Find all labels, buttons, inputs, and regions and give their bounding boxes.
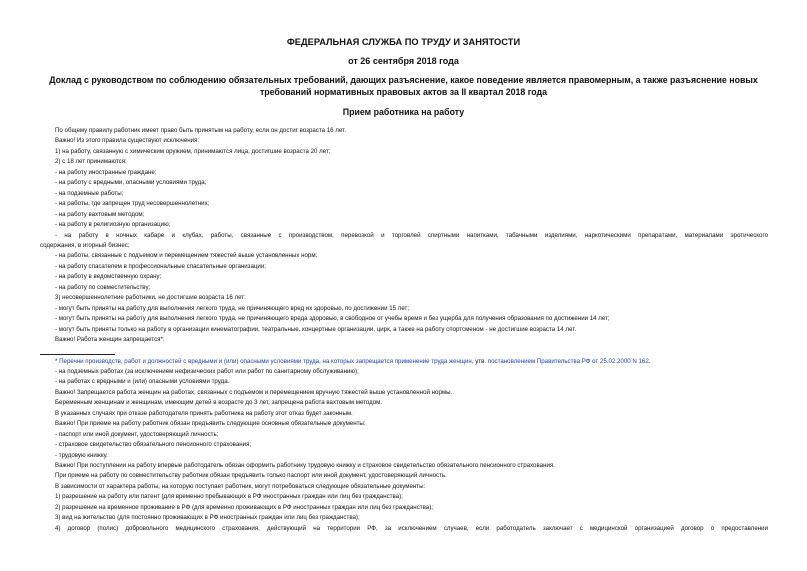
paragraph: Важно! При приеме на работу работник обязан предъявить следующие основные обязательные документы: (55, 420, 366, 428)
document-body (40, 126, 768, 534)
paragraph: При приеме на работу по совместительству работник обязан предъявить только паспорт или иной документ, удостоверяющий личность. (55, 472, 447, 480)
paragraph: По общему правилу работник имеет право быть принятым на работу, если он достиг возраста 16 лет. (55, 127, 346, 134)
footnote-link-resolution[interactable]: постановлением Правительства РФ от 25.02.2000 N 162 (487, 357, 649, 365)
list-item: - трудовую книжку. (55, 451, 108, 459)
list-item: - на подземных работах (за исключением нефизических работ или работ по санитарному обслуживанию); (55, 367, 359, 375)
list-item: - на работу с вредными, опасными условиями труда; (55, 179, 207, 187)
paragraph: 1) на работу, связанную с химическим оружием, принимаются лица, достигшие возраста 20 лет; (55, 147, 331, 155)
agency-heading: ФЕДЕРАЛЬНАЯ СЛУЖБА ПО ТРУДУ И ЗАНЯТОСТИ (286, 37, 521, 47)
list-item: 1) разрешение на работу или патент (для временно пребывающих в РФ иностранных граждан или лиц без гражданства); (55, 493, 403, 501)
list-item: - на работу в религиозную организацию; (55, 221, 171, 229)
document-title (40, 74, 767, 98)
document-title-line-1: Доклад с руководством по соблюдению обязательных требований, дающих разъяснение, какое поведение является правомерным, а также разъяснение новых (49, 75, 758, 85)
list-item: - паспорт или иной документ, удостоверяющий личность; (55, 430, 219, 438)
footnote-suffix: . (648, 357, 651, 365)
list-item: - на работы, где запрещен труд несовершеннолетних; (55, 200, 210, 208)
footnote-marker: * (55, 357, 60, 365)
paragraph: 2) с 18 лет принимаются: (55, 158, 127, 166)
document-date: от 26 сентября 2018 года (348, 56, 459, 66)
paragraph: Важно! При поступлении на работу впервые работодатель обязан оформить работнику трудовую книжку и страховое свидетельство обязательного пенсионного страхования. (55, 462, 555, 470)
paragraph: В зависимости от характера работы, на которую поступает работник, могут потребоваться следующие обязательные документы: (55, 482, 426, 490)
paragraph: Важно! Запрещается работа женщин на работах, связанных с подъемом и перемещением вручную тяжестей выше установленной нормы. (55, 388, 453, 396)
footnote (40, 357, 768, 367)
list-item: - на подземные работы; (55, 189, 124, 197)
list-item: 2) разрешение на временное проживание в РФ (для временно проживающих в РФ иностранных граждан или лиц без гражданства); (55, 503, 433, 511)
list-item: - на работу вахтовым методом; (55, 210, 145, 218)
list-item: - на работах с вредными и (или) опасными условиями труда. (55, 378, 230, 386)
list-item-continuation: содержания, в игорный бизнес; (40, 241, 130, 249)
list-item: - на работу в ночных кабаре и клубах, работы, связанные с производством, перевозкой и торговлей спиртными напитками, табачными изделиями, наркотическими препаратами, материалами эротического (55, 231, 768, 239)
list-item: 4) договор (полис) добровольного медицинского страхования, действующий на территории РФ, за исключением случаев, если работодатель заключает с медицинской организацией договор о предоставлении (55, 524, 768, 532)
paragraph: В указанных случаях при отказе работодателя принять работника на работу этот отказ будет законным. (55, 409, 353, 417)
list-item: - страховое свидетельство обязательного пенсионного страхования; (55, 441, 252, 449)
document-title-line-2: требований нормативных правовых актов за II квартал 2018 года (259, 87, 548, 97)
list-item: - на работу иностранные граждане; (55, 168, 157, 176)
list-item: - на работу по совместительству; (55, 283, 151, 291)
section-heading: Прием работника на работу (342, 107, 465, 117)
list-item: 3) вид на жительство (для постоянно проживающих в РФ иностранных граждан или лиц без гражданства); (55, 514, 360, 522)
paragraph: 3) несовершеннолетние работники, не достигшие возраста 16 лет: (55, 294, 246, 302)
list-item: - могут быть приняты только на работу в организации кинематографии, театральные, концертные организации, цирк, а также на работу спортсменом - не достигшие возраста 14 лет. (55, 325, 577, 333)
list-item: - на работы, связанные с подъемом и перемещением тяжестей выше установленных норм; (55, 252, 318, 260)
list-item: - могут быть приняты на работу для выполнения легкого труда, не причиняющего вреда здоровью, в свободное от учебы время и без ущерба для получения образования по достижении 14 лет; (55, 315, 610, 323)
footnote-divider (40, 354, 115, 355)
list-item: - могут быть приняты на работу для выполнения легкого труда, не причиняющего вред их здоровью, по достижении 15 лет; (55, 304, 410, 312)
paragraph: Важно! Работа женщин запрещается*: (55, 336, 165, 344)
paragraph: Важно! Из этого правила существуют исключения: (55, 137, 200, 145)
list-item: - на работу в ведомственную охрану; (55, 273, 162, 281)
paragraph: Беременным женщинам и женщинам, имеющим детей в возрасте до 3 лет, запрещена работа вахтовым методом. (55, 399, 383, 407)
footnote-link-lists[interactable]: Перечни производств, работ и должностей с вредными и (или) опасными условиями труда, на которых запрещается применение труда женщин (59, 357, 472, 365)
list-item: - на работу спасателем в профессиональные спасательные организации; (55, 262, 266, 270)
footnote-text: , утв. (471, 357, 488, 365)
